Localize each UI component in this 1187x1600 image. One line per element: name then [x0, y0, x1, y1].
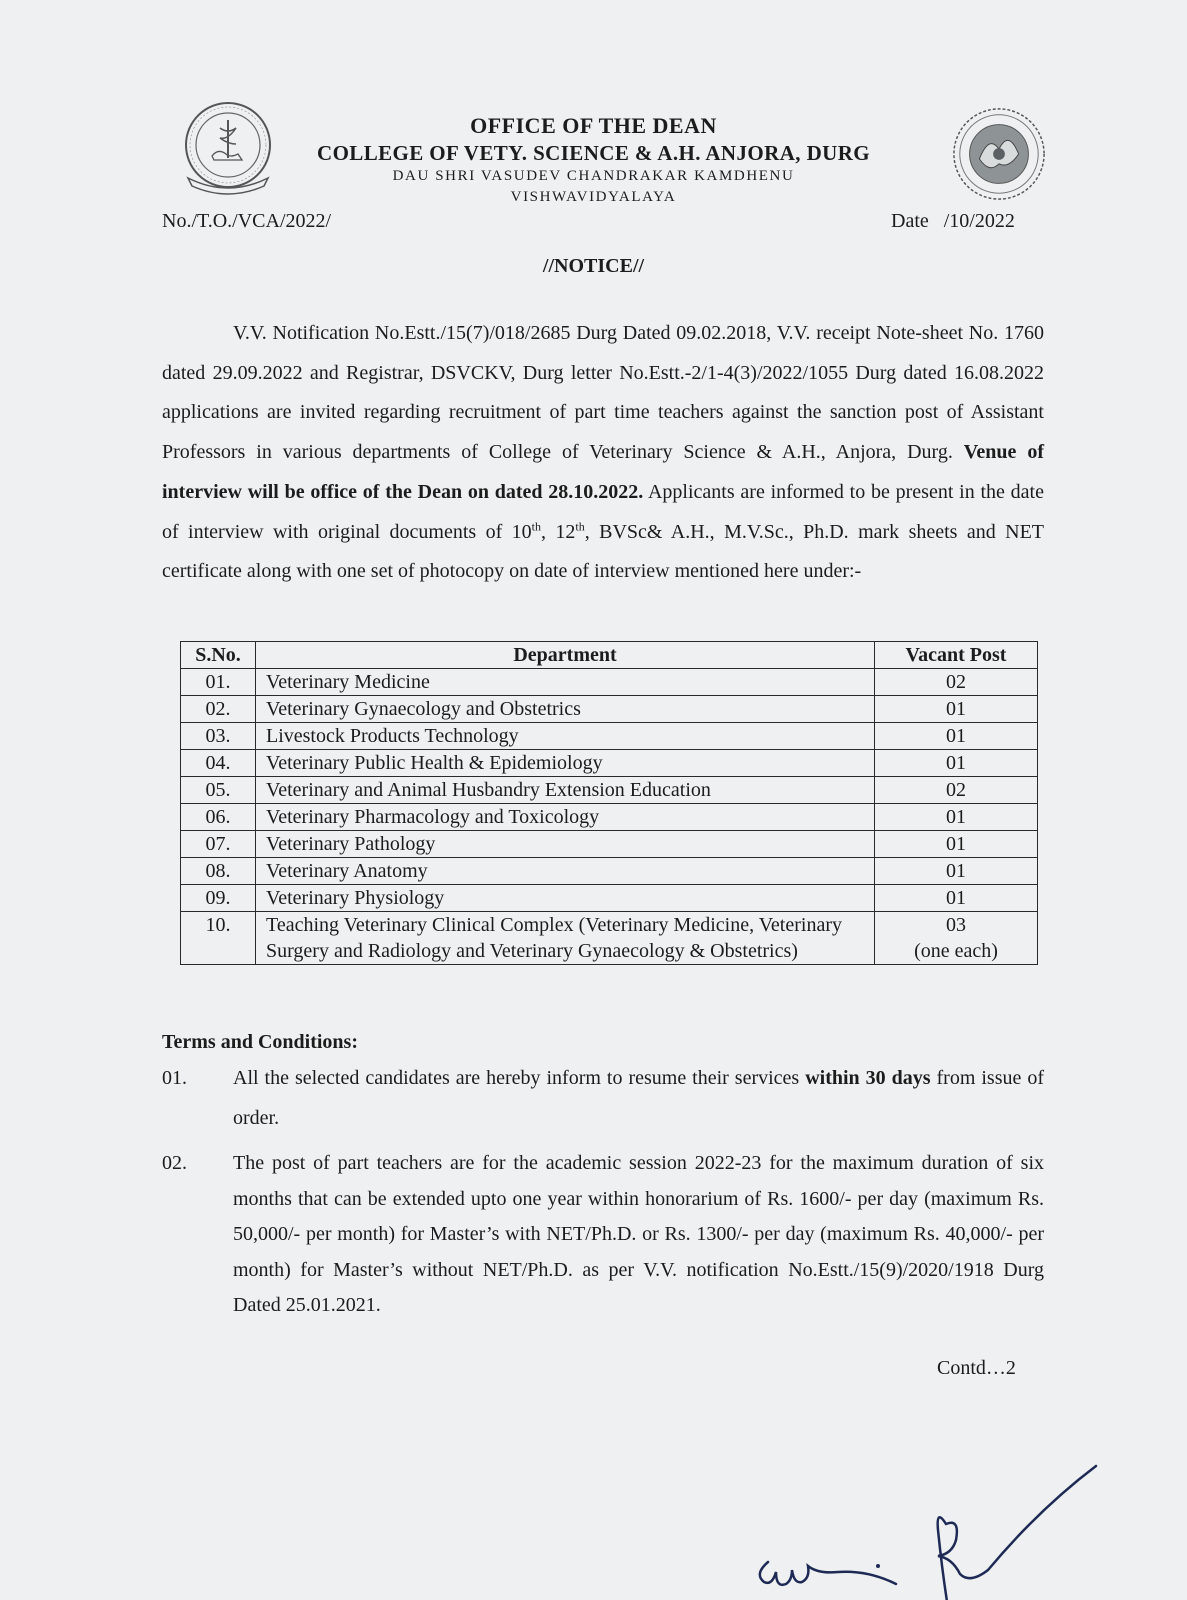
handwritten-signature: [750, 1450, 1110, 1600]
row-vacant-post: 01: [875, 723, 1038, 750]
letterhead: [0, 112, 1187, 208]
row-vacant-post: 01: [875, 831, 1038, 858]
row-department: Livestock Products Technology: [256, 723, 875, 750]
notice-title: //NOTICE//: [542, 255, 645, 277]
body-text-2: Applicants are informed to be present in the date of interview with original documents of 10: [162, 480, 1044, 543]
term-item-2: [162, 1146, 1044, 1324]
row-department: Veterinary Anatomy: [256, 858, 875, 885]
header-vacant-post: Vacant Post: [875, 642, 1038, 669]
table-row: [181, 723, 1038, 750]
row-department: Veterinary Medicine: [256, 669, 875, 696]
interview-venue-date: Venue of interview will be office of the Dean on dated 28.10.2022.: [162, 441, 1044, 503]
row-sno: 09.: [181, 885, 256, 912]
continued-marker: Contd…2: [937, 1357, 1016, 1379]
row-department: Veterinary Pathology: [256, 831, 875, 858]
row-department: Veterinary and Animal Husbandry Extension Education: [256, 777, 875, 804]
college-name: COLLEGE OF VETY. SCIENCE & A.H. ANJORA, DURG: [317, 141, 870, 165]
reference-number: No./T.O./VCA/2022/: [162, 210, 332, 232]
table-row: [181, 912, 1038, 965]
superscript-th-1: th: [531, 518, 541, 533]
row-department: Veterinary Gynaecology and Obstetrics: [256, 696, 875, 723]
row-sno: 03.: [181, 723, 256, 750]
superscript-th-2: th: [575, 518, 585, 533]
table-row: [181, 777, 1038, 804]
row-sno: 08.: [181, 858, 256, 885]
term-text: The post of part teachers are for the academic session 2022-23 for the maximum duration of six months that can be extended upto one year within honorarium of Rs. 1600/- per day (maximum Rs. 50,000/- per month) for Master’s with NET/Ph.D. or Rs. 1300/- per day (maximum Rs. 40,000/- per month) for Master’s without NET/Ph.D. as per V.V. notification No.Estt./15(9)/2020/1918 Durg Dated 25.01.2021.: [233, 1152, 1044, 1317]
office-title: OFFICE OF THE DEAN: [470, 113, 717, 138]
vacant-post-note: (one each): [914, 940, 998, 962]
row-sno: 06.: [181, 804, 256, 831]
row-vacant-post: 01: [875, 858, 1038, 885]
terms-title: Terms and Conditions:: [162, 1031, 358, 1053]
header-sno: S.No.: [181, 642, 256, 669]
notice-body: [162, 314, 1044, 592]
table-row: [181, 696, 1038, 723]
term-text-bold: within 30 days: [805, 1067, 931, 1089]
term-number: 02.: [162, 1152, 187, 1174]
row-sno: 01.: [181, 669, 256, 696]
row-department: Teaching Veterinary Clinical Complex (Veterinary Medicine, Veterinary Surgery and Radiology and Veterinary Gynaecology & Obstetrics): [256, 912, 875, 965]
term-text-post: from issue of order.: [233, 1067, 1045, 1129]
body-text-4: , BVSc& A.H., M.V.Sc., Ph.D. mark sheets and NET certificate along with one set of photocopy on date of interview mentioned here under:-: [162, 520, 1045, 583]
table-row: [181, 831, 1038, 858]
row-department: Veterinary Pharmacology and Toxicology: [256, 804, 875, 831]
university-name-line2: VISHWAVIDYALAYA: [510, 189, 677, 205]
table-row: [181, 669, 1038, 696]
term-text-pre: All the selected candidates are hereby inform to resume their services: [233, 1067, 806, 1089]
university-name-line1: DAU SHRI VASUDEV CHANDRAKAR KAMDHENU: [392, 168, 795, 184]
row-sno: 05.: [181, 777, 256, 804]
table-row: [181, 858, 1038, 885]
notice-date: Date /10/2022: [891, 210, 1015, 232]
table-row: [181, 750, 1038, 777]
term-text: [233, 1058, 1044, 1138]
header-department: Department: [256, 642, 875, 669]
row-vacant-post: 01: [875, 750, 1038, 777]
row-sno: 04.: [181, 750, 256, 777]
term-number: 01.: [162, 1067, 187, 1089]
table-row: [181, 804, 1038, 831]
row-sno: 02.: [181, 696, 256, 723]
row-vacant-post: 01: [875, 885, 1038, 912]
row-vacant-post: 02: [875, 777, 1038, 804]
term-item-1: [162, 1058, 1044, 1138]
table-row: [181, 885, 1038, 912]
row-vacant-post: [875, 912, 1038, 965]
row-department: Veterinary Physiology: [256, 885, 875, 912]
row-sno: 07.: [181, 831, 256, 858]
row-department: Veterinary Public Health & Epidemiology: [256, 750, 875, 777]
vacant-post-count: 03: [946, 914, 966, 936]
row-vacant-post: 02: [875, 669, 1038, 696]
row-sno: 10.: [181, 912, 256, 965]
body-text-1: V.V. Notification No.Estt./15(7)/018/2685 Durg Dated 09.02.2018, V.V. receipt Note-sheet No. 1760 dated 29.09.2022 and Registrar, DSVCKV, Durg letter No.Estt.-2/1-4(3)/2022/1055 Durg dated 16.08.2022 applications are invited regarding recruitment of part time teachers against the sanction post of Assistant Professors in various departments of College of Veterinary Science & A.H., Anjora, Durg.: [162, 322, 1044, 464]
row-vacant-post: 01: [875, 696, 1038, 723]
row-vacant-post: 01: [875, 804, 1038, 831]
vacancy-table: [180, 641, 1038, 965]
table-header-row: [181, 642, 1038, 669]
body-text-3: , 12: [541, 520, 576, 543]
